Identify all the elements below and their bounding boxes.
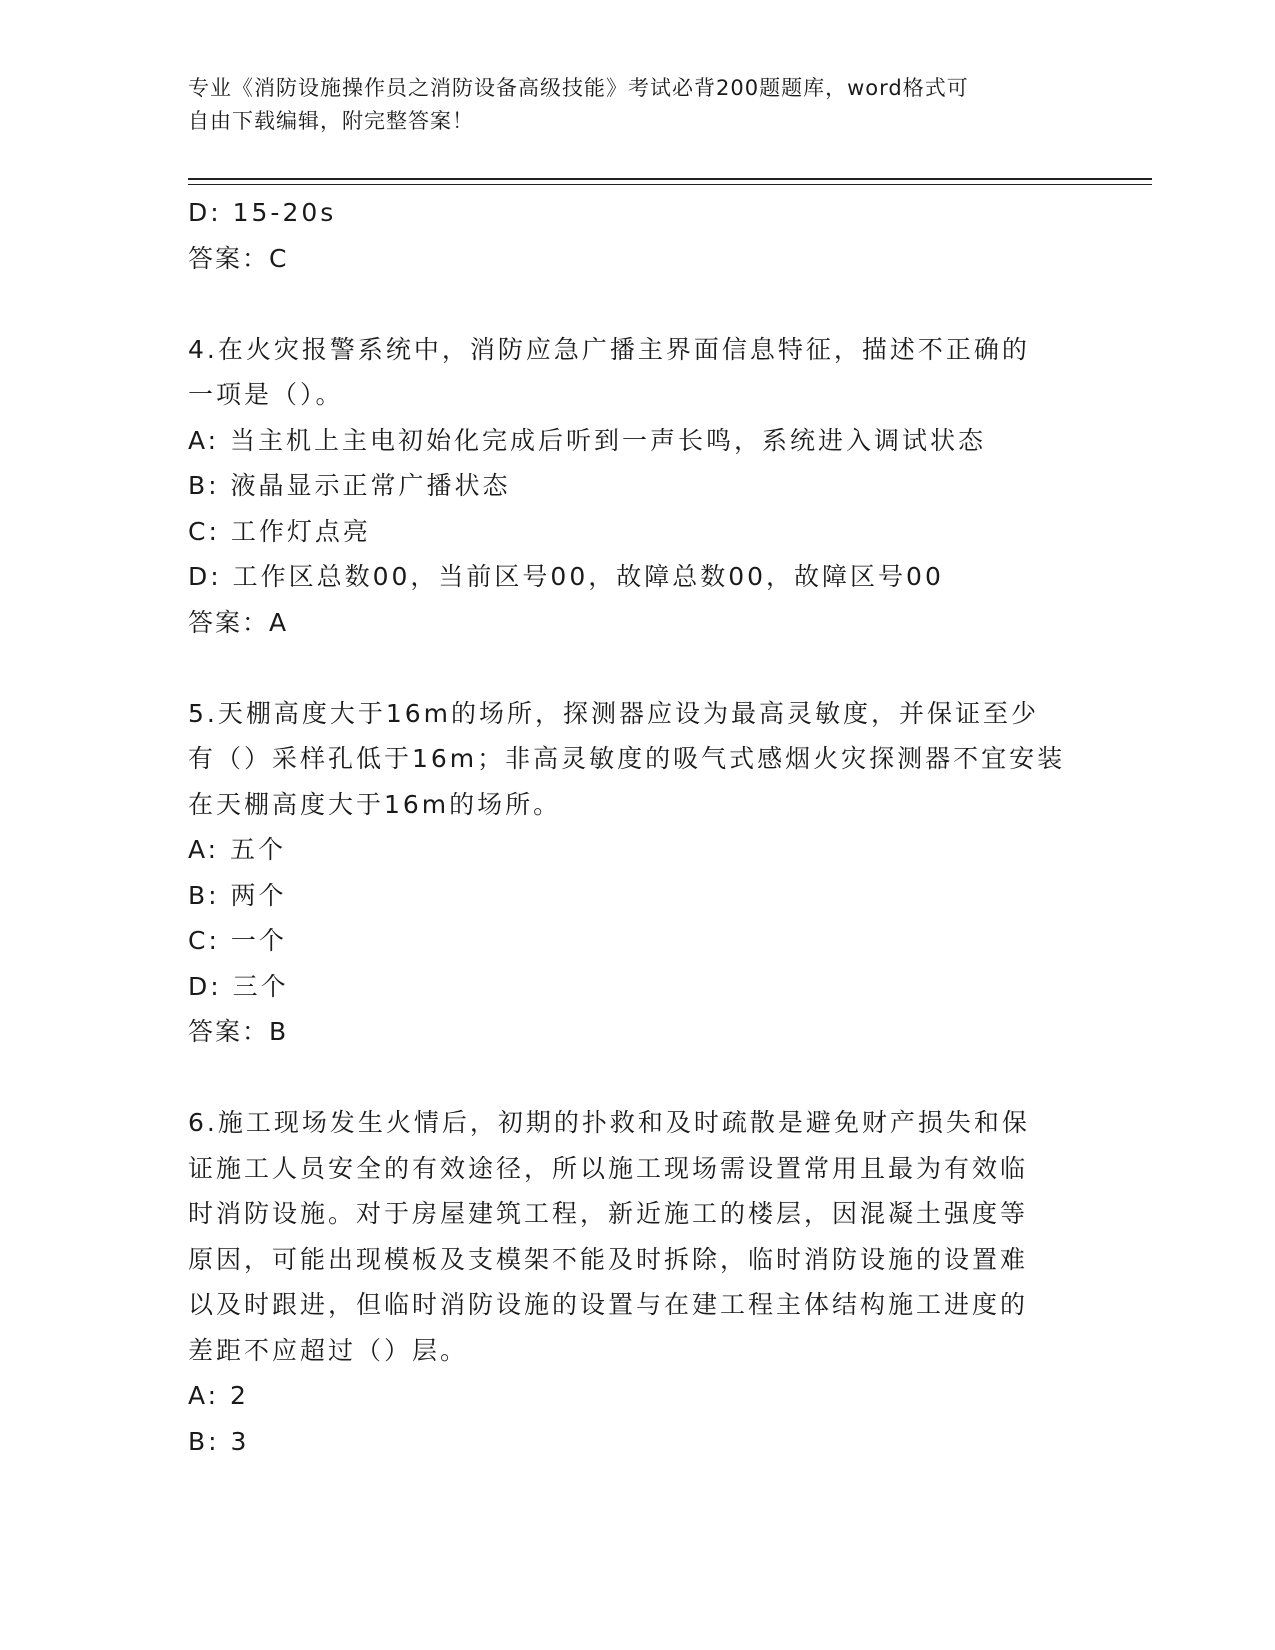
header-title-line-2: 自由下载编辑，附完整答案！ (188, 109, 474, 133)
header-title-line-1: 专业《消防设施操作员之消防设备高级技能》考试必背200题题库，word格式可 (188, 76, 969, 100)
question-5-option-b: B: 两个 (188, 880, 287, 910)
question-6-option-a: A: 2 (188, 1381, 249, 1410)
spacer (188, 1055, 1108, 1101)
question-4-stem-line-2: 一项是（）。 (188, 380, 344, 409)
header-rule-thick (188, 178, 1152, 180)
question-5-stem-line-3: 在天棚高度大于16m的场所。 (188, 789, 562, 819)
question-6 (188, 1100, 1108, 1464)
question-6-stem-line-2: 证施工人员安全的有效途径，所以施工现场需设置常用且最为有效临 (188, 1153, 1029, 1183)
question-5-stem-line-1: 5.天棚高度大于16m的场所，探测器应设为最高灵敏度，并保证至少 (188, 698, 1040, 728)
question-4-option-a: A: 当主机上主电初始化完成后听到一声长鸣，系统进入调试状态 (188, 425, 987, 455)
question-3-tail (188, 190, 1108, 281)
question-4-answer: 答案：A (188, 607, 289, 637)
question-5-stem-line-2: 有（）采样孔低于16m；非高灵敏度的吸气式感烟火灾探测器不宜安装 (188, 744, 1066, 773)
question-4-option-c: C: 工作灯点亮 (188, 516, 371, 546)
question-5-option-a: A: 五个 (188, 835, 287, 864)
question-6-stem-line-3: 时消防设施。对于房屋建筑工程，新近施工的楼层，因混凝土强度等 (188, 1199, 1029, 1228)
question-4 (188, 327, 1108, 646)
question-list (188, 190, 1108, 1464)
question-4-stem-line-1: 4.在火灾报警系统中，消防应急广播主界面信息特征，描述不正确的 (188, 334, 1030, 364)
question-6-stem-line-1: 6.施工现场发生火情后，初期的扑救和及时疏散是避免财产损失和保 (188, 1108, 1030, 1137)
question-6-option-b: B: 3 (188, 1426, 250, 1456)
question-5-answer: 答案：B (188, 1017, 289, 1046)
document-header (188, 72, 1088, 138)
question-5-option-c: C: 一个 (188, 926, 287, 955)
question-6-stem-line-4: 原因，可能出现模板及支模架不能及时拆除，临时消防设施的设置难 (188, 1244, 1029, 1274)
question-4-option-b: B: 液晶显示正常广播状态 (188, 471, 511, 500)
question-6-stem-line-5: 以及时跟进，但临时消防设施的设置与在建工程主体结构施工进度的 (188, 1290, 1029, 1319)
spacer (188, 645, 1108, 691)
question-3-answer: 答案：C (188, 243, 289, 273)
question-3-option-d: D: 15-20s (188, 198, 337, 227)
spacer (188, 281, 1108, 327)
question-5-option-d: D: 三个 (188, 971, 289, 1001)
question-6-stem-line-6: 差距不应超过（）层。 (188, 1335, 469, 1365)
question-4-option-d: D: 工作区总数00，当前区号00，故障总数00，故障区号00 (188, 562, 944, 591)
header-rule-thin (188, 184, 1152, 185)
question-5 (188, 691, 1108, 1055)
